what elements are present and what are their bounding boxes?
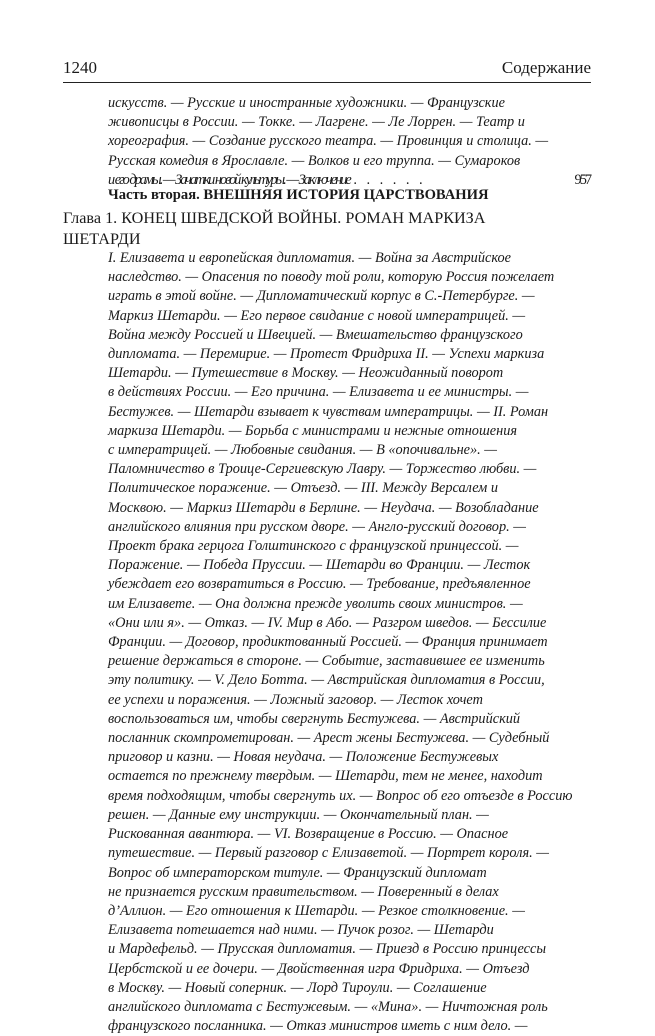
summary-line: Елизавета потешается над ними. — Пучок розог. — Шетарди: [108, 922, 494, 939]
summary-line: приговор и казни. — Новая неудача. — Положение Бестужевых: [108, 749, 499, 766]
summary-line: «Они или я». — Отказ. — IV. Мир в Або. — Разгром шведов. — Бессилие: [108, 614, 547, 631]
dot-leader: . . . . . .: [353, 171, 427, 188]
summary-line: путешествие. — Первый разговор с Елизаветой. — Портрет короля. —: [108, 845, 549, 862]
summary-line: убеждает его возвратиться в Россию. — Требование, предъявленное: [108, 576, 531, 593]
summary-line: наследство. — Опасения по поводу той роли, которую Россия пожелает: [108, 269, 555, 286]
summary-line: в действиях России. — Его причина. — Елизавета и ее министры. —: [108, 384, 529, 401]
summary-line: остается по прежнему твердым. — Шетарди, тем не менее, находит: [108, 768, 543, 785]
page-reference: 957: [574, 171, 590, 188]
previous-entry-summary: [108, 94, 588, 190]
summary-line: решен. — Данные ему инструкции. — Окончательный план. —: [108, 806, 489, 823]
summary-line: английского влияния при русском дворе. — Англо-русский договор. —: [108, 518, 526, 535]
summary-line: дипломата. — Перемирие. — Протест Фридриха II. — Успехи маркиза: [108, 346, 545, 363]
summary-line: им Елизавете. — Она должна прежде уволить своих министров. —: [108, 595, 523, 612]
chapter-title-line: ШЕТАРДИ: [63, 230, 141, 248]
summary-line: д’Аллион. — Его отношения к Шетарди. — Резкое столкновение. —: [108, 902, 525, 919]
summary-line: Поражение. — Победа Пруссии. — Шетарди во Франции. — Лесток: [108, 557, 531, 574]
summary-line: играть в этой войне. — Дипломатический корпус в С.-Петербурге. —: [108, 288, 535, 305]
summary-line: с императрицей. — Любовные свидания. — В «опочивальне». —: [108, 442, 498, 459]
summary-line: в Москву. — Новый соперник. — Лорд Тироули. — Соглашение: [108, 979, 487, 996]
summary-line: Москвою. — Маркиз Шетарди в Берлине. — Неудача. — Возобладание: [108, 499, 539, 516]
summary-line: французского посланника. — Отказ министров иметь с ним дело. —: [108, 1018, 528, 1035]
summary-line: маркиза Шетарди. — Борьба с министрами и нежные отношения: [108, 422, 517, 439]
summary-line: решение держаться в стороне. — Событие, заставившее ее изменить: [108, 653, 545, 670]
summary-line: Маркиз Шетарди. — Его первое свидание с новой императрицей. —: [108, 307, 526, 324]
summary-line: Проект брака герцога Голштинского с французской принцессой. —: [108, 538, 519, 555]
summary-line: не признается русским правительством. — Поверенный в делах: [108, 883, 499, 900]
summary-line: Бестужев. — Шетарди взывает к чувствам императрицы. — II. Роман: [108, 403, 549, 420]
chapter-heading: [63, 208, 553, 250]
summary-line: искусств. — Русские и иностранные художники. — Французские: [108, 95, 505, 111]
summary-line: Рискованная авантюра. — VI. Возвращение в Россию. — Опасное: [108, 826, 509, 843]
summary-line: Вопрос об императорском титуле. — Французский дипломат: [108, 864, 487, 881]
summary-line: посланник скомпрометирован. — Арест жены Бестужева. — Судебный: [108, 730, 550, 747]
summary-line: Война между Россией и Швецией. — Вмешательство французского: [108, 326, 523, 343]
summary-line: Франции. — Договор, продиктованный Россией. — Франция принимает: [108, 634, 548, 651]
summary-line: время подходящим, чтобы свергнуть их. — Вопрос об его отъезде в Россию: [108, 787, 573, 804]
running-head: Содержание: [501, 58, 591, 77]
header-rule: [63, 82, 591, 83]
summary-line: живописцы в России. — Токке. — Лагрене. — Ле Лоррен. — Театр и: [108, 114, 525, 131]
page-header: [63, 54, 591, 82]
summary-line: Паломничество в Троице-Сергиевскую Лавру. — Торжество любви. —: [108, 461, 537, 478]
summary-line: Политическое поражение. — Отъезд. — III. Между Версалем и: [108, 480, 499, 497]
summary-line: Цербстской и ее дочери. — Двойственная игра Фридриха. — Отъезд: [108, 960, 530, 977]
summary-line: I. Елизавета и европейская дипломатия. — Война за Австрийское: [108, 250, 511, 266]
summary-line: ее успехи и поражения. — Ложный заговор. — Лесток хочет: [108, 691, 483, 708]
summary-line: хореография. — Создание русского театра. — Провинция и столица. —: [108, 133, 549, 150]
summary-line: Русская комедия в Ярославле. — Волков и его труппа. — Сумароков: [108, 152, 521, 169]
summary-line: Шетарди. — Путешествие в Москву. — Неожиданный поворот: [108, 365, 504, 382]
summary-line: и Мардефельд. — Прусская дипломатия. — Приезд в Россию принцессы: [108, 941, 547, 958]
part-heading: Часть вторая. ВНЕШНЯЯ ИСТОРИЯ ЦАРСТВОВАНИЯ: [108, 187, 489, 203]
chapter-summary: [108, 249, 588, 1036]
chapter-title-line: Глава 1. КОНЕЦ ШВЕДСКОЙ ВОЙНЫ. РОМАН МАРКИЗА: [63, 209, 486, 227]
summary-line: и его драмы. — Зачатки новой культуры. — Заключение: [108, 171, 350, 188]
summary-line: английского дипломата с Бестужевым. — «Мина». — Ничтожная роль: [108, 998, 548, 1015]
summary-line: воспользоваться им, чтобы свергнуть Бестужева. — Австрийский: [108, 710, 521, 727]
page-number: 1240: [63, 58, 97, 77]
summary-line: эту политику. — V. Дело Ботта. — Австрийская дипломатия в России,: [108, 672, 545, 689]
